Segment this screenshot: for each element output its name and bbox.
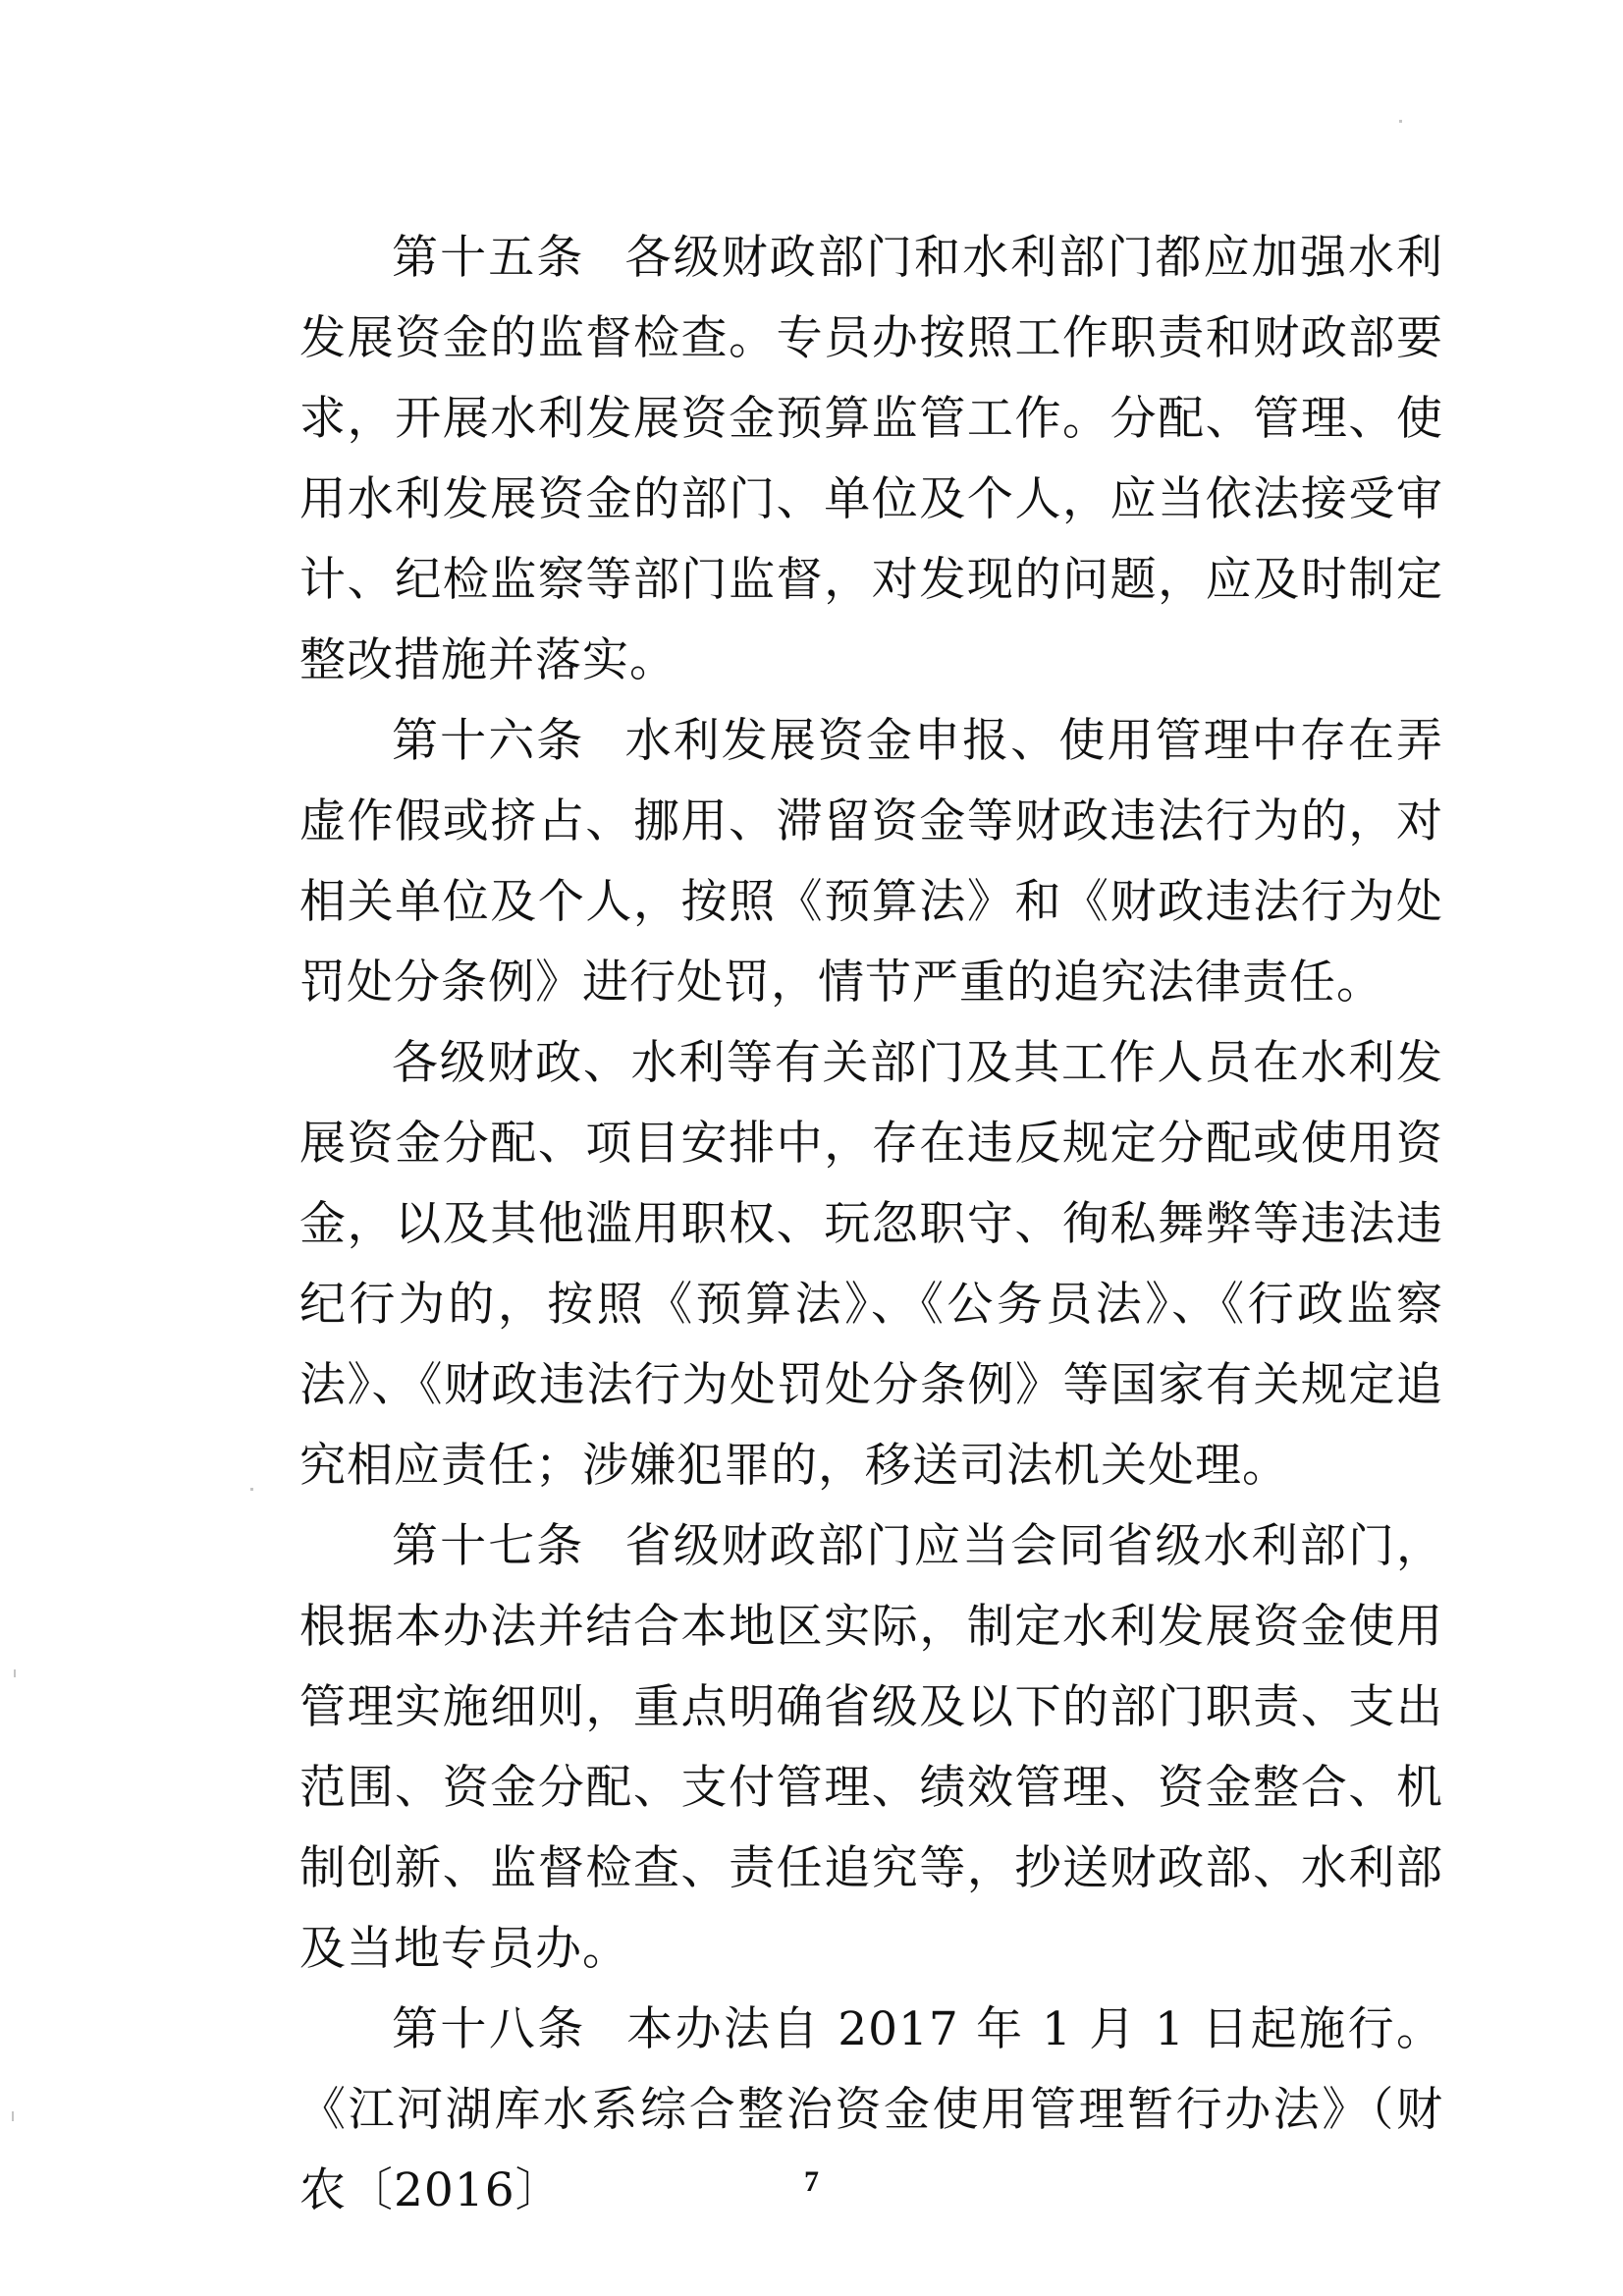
scan-speck (12, 2111, 14, 2121)
article-18-text: 本办法自 2017 年 1 月 1 日起施行。《江河湖库水系综合整治资金使用管理暂行办法》（财农〔2016〕 (299, 2002, 1443, 2217)
article-15-paragraph (299, 218, 1443, 701)
document-body (299, 218, 1443, 2231)
article-17-paragraph (299, 1506, 1443, 1990)
scan-speck (14, 1669, 16, 1677)
scan-speck (250, 1488, 253, 1491)
article-16-paragraph (299, 701, 1443, 1023)
article-16-continuation-text: 各级财政、水利等有关部门及其工作人员在水利发展资金分配、项目安排中，存在违反规定分配或使用资金，以及其他滥用职权、玩忽职守、徇私舞弊等违法违纪行为的，按照《预算法》、《公务员法》、《行政监察法》、《财政违法行为处罚处分条例》等国家有关规定追究相应责任；涉嫌犯罪的，移送司法机关处理。 (299, 1036, 1443, 1493)
article-18-label: 第十八条 (392, 2002, 586, 2056)
article-16-continuation-paragraph (299, 1023, 1443, 1506)
article-15-label: 第十五条 (392, 231, 585, 285)
page-number: 7 (804, 2165, 819, 2198)
scan-speck (1399, 120, 1402, 123)
article-17-label: 第十七条 (392, 1519, 585, 1573)
article-15-text: 各级财政部门和水利部门都应加强水利发展资金的监督检查。专员办按照工作职责和财政部要求，开展水利发展资金预算监管工作。分配、管理、使用水利发展资金的部门、单位及个人，应当依法接受审计、纪检监察等部门监督，对发现的问题，应及时制定整改措施并落实。 (299, 231, 1444, 687)
article-17-text: 省级财政部门应当会同省级水利部门，根据本办法并结合本地区实际，制定水利发展资金使用管理实施细则，重点明确省级及以下的部门职责、支出范围、资金分配、支付管理、绩效管理、资金整合、机制创新、监督检查、责任追究等，抄送财政部、水利部及当地专员办。 (299, 1519, 1444, 1976)
article-16-label: 第十六条 (392, 714, 585, 768)
article-16-text: 水利发展资金申报、使用管理中存在弄虚作假或挤占、挪用、滞留资金等财政违法行为的，对相关单位及个人，按照《预算法》和《财政违法行为处罚处分条例》进行处罚，情节严重的追究法律责任。 (299, 714, 1444, 1010)
